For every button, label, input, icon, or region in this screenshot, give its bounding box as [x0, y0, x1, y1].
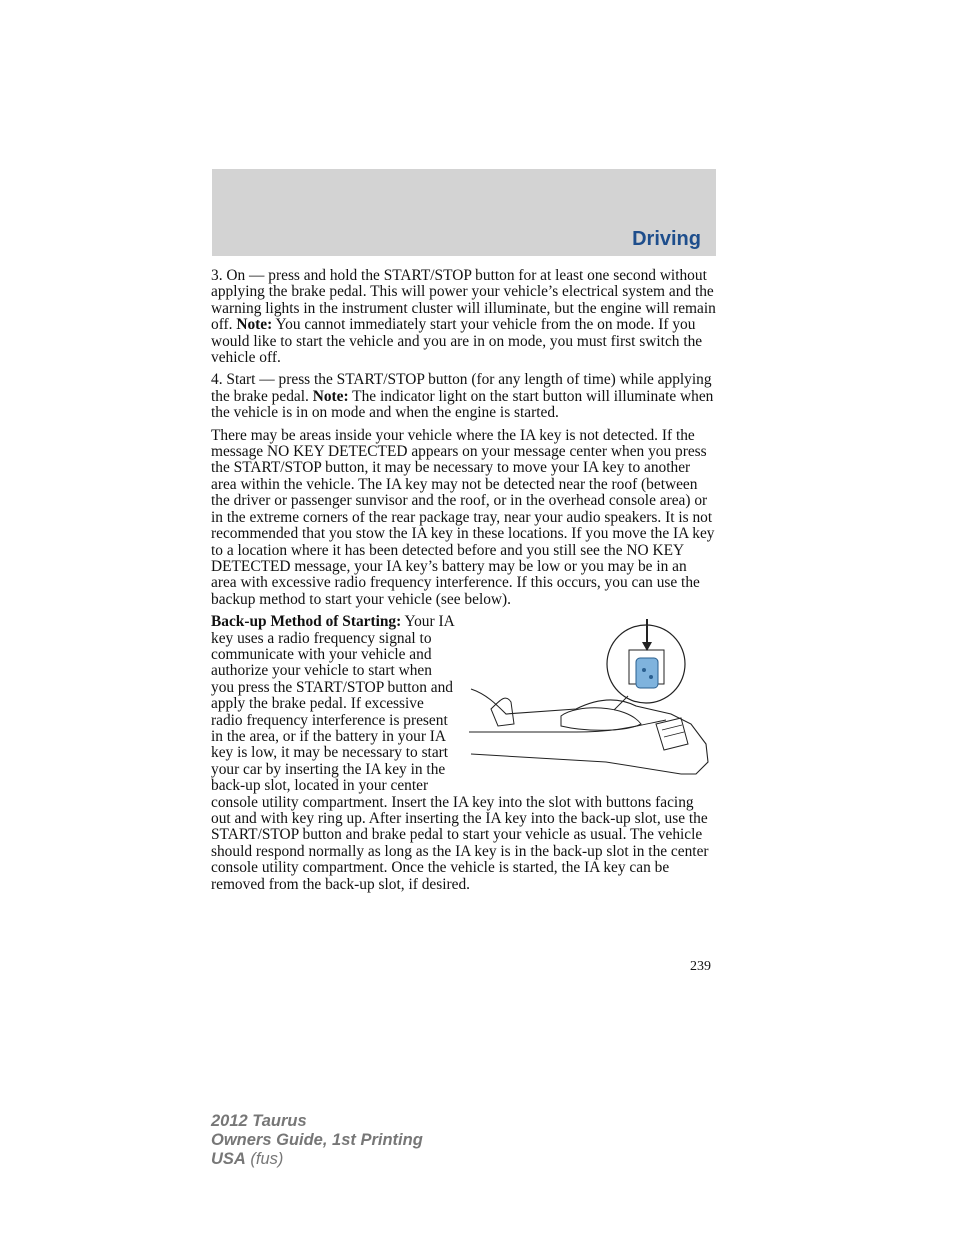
footer-guide: Owners Guide, 1st Printing [211, 1131, 423, 1149]
section-title: Driving [632, 228, 701, 250]
paragraph-backup-method: Back-up Method of Starting: Your IA key uses a radio frequency signal to communicate with your vehicle and authorize your vehicle to start when you press the START/STOP button and apply the brake pedal. If excessive radio frequency interference is present in the area, or if the battery in your IA key is low, it may be necessary to start your car by inserting the IA key in the back-up slot, located in your center console utility compartment. Insert the IA key into the slot with buttons facing out and with key ring up. After inserting the IA key into the back-up slot, use the START/STOP button and brake pedal to start your vehicle as usual. The vehicle should respond normally as long as the IA key is in the back-up slot in the center console utility compartment. Once the vehicle is started, the IA key can be removed from the back-up slot, if desired. [211, 613, 709, 893]
backup-method-heading: Back-up Method of Starting: [211, 613, 402, 631]
center-console-illustration [466, 614, 716, 794]
page-body [211, 268, 716, 899]
section-header-band [212, 169, 716, 256]
ia-key-icon [636, 658, 658, 688]
paragraph-key-not-detected: There may be areas inside your vehicle where the IA key is not detected. If the message NO KEY DETECTED appears on your message center when you press the START/STOP button, it may be necessary to move your IA key to another area within the vehicle. The IA key may not be detected near the roof (between the driver or passenger sunvisor and the roof, or in the overhead console area) or in the extreme corners of the rear package tray, near your audio speakers. It is not recommended that you stow the IA key in these locations. If you move the IA key to a location where it has been detected before and you still see the NO KEY DETECTED message, your IA key’s battery may be low or you may be in an area with excessive radio frequency interference. If this occurs, you can use the backup method to start your vehicle (see below). [211, 426, 715, 608]
footer-model: 2012 Taurus [211, 1112, 307, 1130]
gear-shifter-icon [491, 698, 514, 726]
page-number: 239 [690, 959, 711, 974]
footer-region: USA (fus) [211, 1150, 284, 1168]
paragraph-on-mode: 3. On — press and hold the START/STOP button for at least one second without applying the brake pedal. This will power your vehicle’s electrical system and the warning lights in the instrument cluster will illuminate, but the engine will remain off. Note: You cannot immediately start your vehicle from the on mode. If you would like to start the vehicle and you are in on mode, you must first switch the vehicle off. [211, 267, 716, 367]
note-label: Note: [312, 387, 349, 405]
armrest-lid [561, 708, 641, 730]
callout-line [614, 696, 628, 710]
backup-slot-illustration [466, 614, 716, 794]
control-buttons [656, 718, 688, 750]
footer [211, 1112, 423, 1169]
note-label: Note: [236, 316, 273, 334]
paragraph-start-mode: 4. Start — press the START/STOP button (for any length of time) while applying the brake pedal. Note: The indicator light on the start button will illuminate when the vehicle is in on mode and when the engine is started. [211, 371, 714, 422]
